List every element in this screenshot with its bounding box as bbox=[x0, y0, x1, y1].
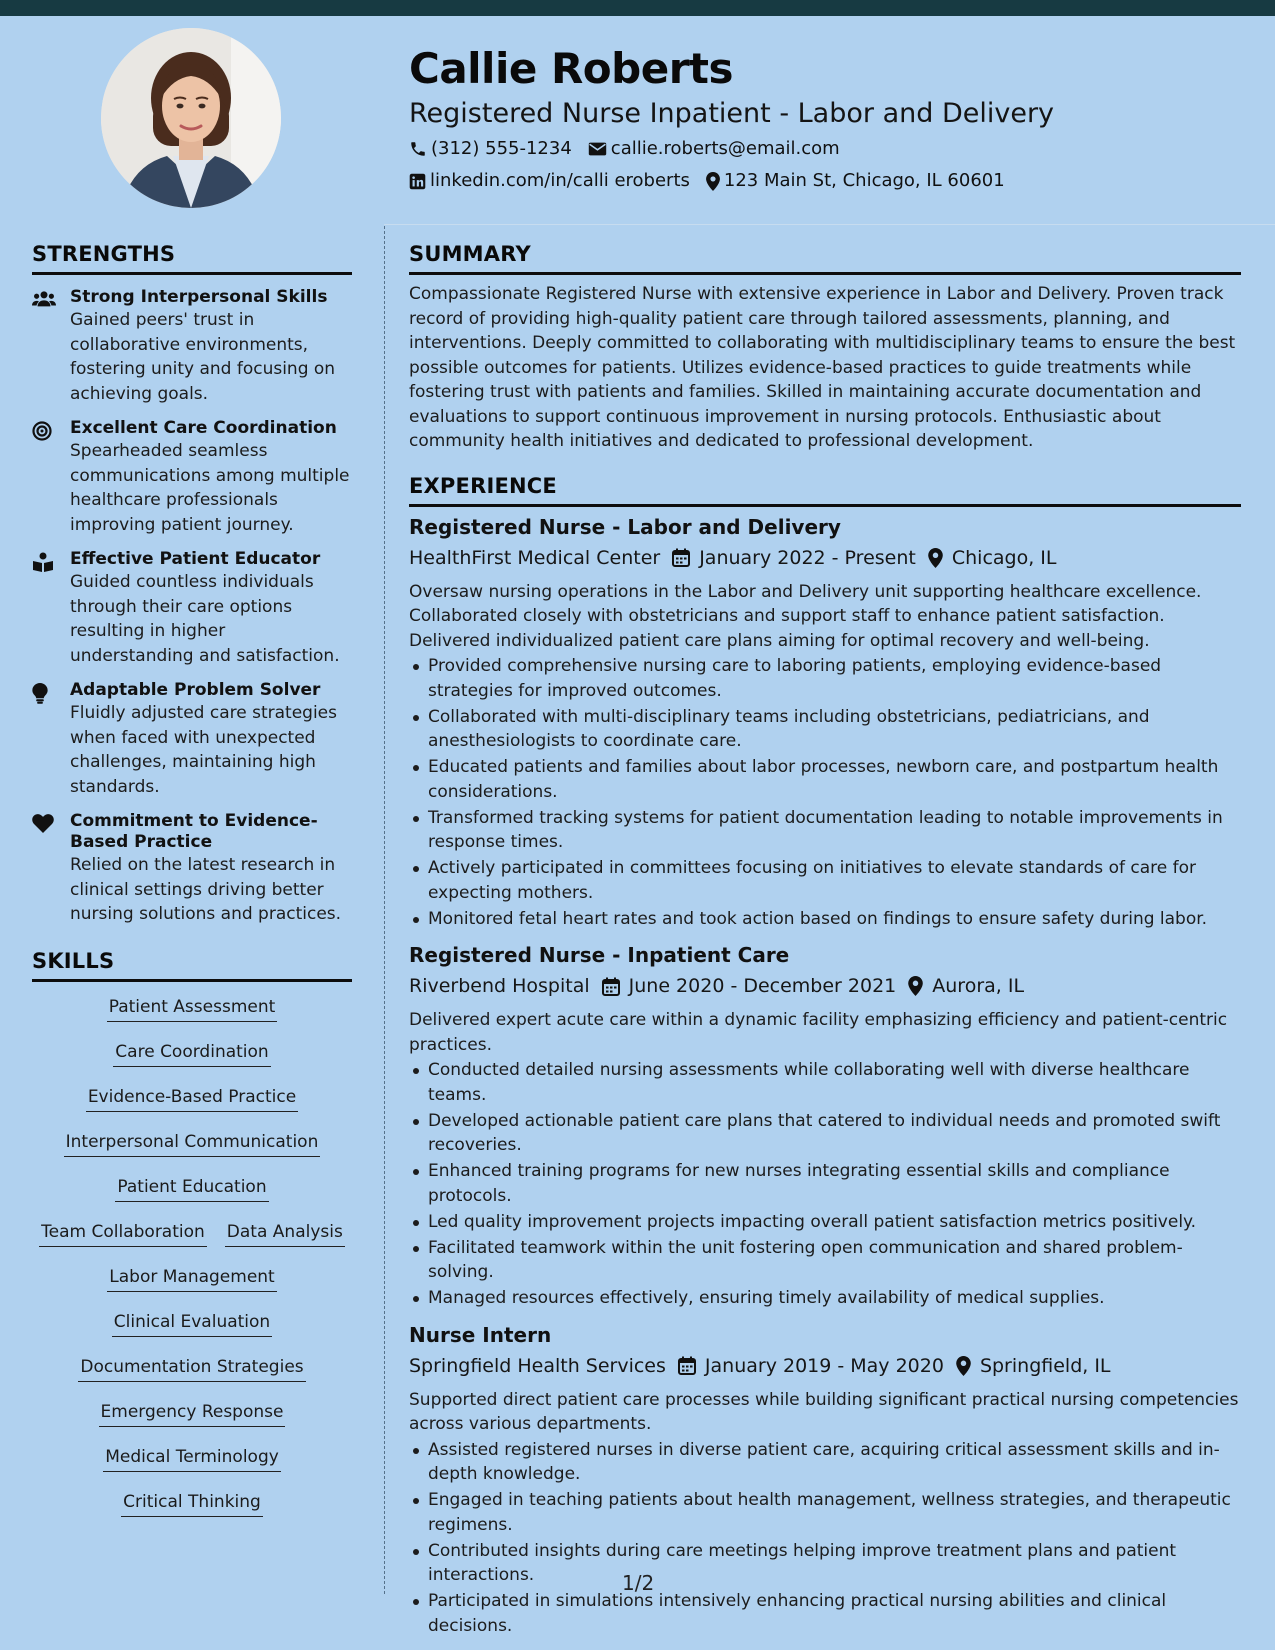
skills-list bbox=[32, 994, 352, 1534]
calendar-icon bbox=[602, 977, 620, 996]
job-bullets bbox=[409, 1058, 1241, 1311]
job-bullets bbox=[409, 654, 1241, 931]
phone-text: (312) 555-1234 bbox=[431, 138, 572, 159]
calendar-icon bbox=[678, 1356, 696, 1375]
strengths-section bbox=[32, 236, 352, 927]
strength-item bbox=[32, 287, 352, 406]
skill-tag: Patient Assessment bbox=[107, 994, 278, 1022]
address-contact bbox=[706, 166, 1005, 196]
job-bullets bbox=[409, 1438, 1241, 1639]
job-location: Aurora, IL bbox=[932, 975, 1025, 997]
strength-item bbox=[32, 680, 352, 799]
list-item: Engaged in teaching patients about health management, wellness strategies, and therapeutic regimens. bbox=[409, 1488, 1241, 1537]
list-item: Facilitated teamwork within the unit fostering open communication and shared problem-solving. bbox=[409, 1236, 1241, 1285]
job-dates-group bbox=[602, 970, 897, 1002]
strength-desc: Guided countless individuals through their care options resulting in higher understanding and satisfaction. bbox=[70, 572, 340, 666]
job-location: Springfield, IL bbox=[979, 1354, 1111, 1377]
list-item: Developed actionable patient care plans that catered to individual needs and promoted swift recoveries. bbox=[409, 1109, 1241, 1158]
summary-text: Compassionate Registered Nurse with extensive experience in Labor and Delivery. Proven track record of providing high-quality patient care through tailored assessments, planning, and interventions. Deeply committed to collaborating with multidisciplinary teams to ensure the best possible outcomes for patients. Utilizes evidence-based practices to guide treatments while fostering trust with patients and families. Skilled in maintaining accurate documentation and evaluations to support continuous improvement in nursing protocols. Enthusiastic about community health initiatives and dedicated to professional development. bbox=[409, 284, 1236, 451]
strength-title: Strong Interpersonal Skills bbox=[70, 287, 328, 307]
job-description: Delivered expert acute care within a dynamic facility emphasizing efficiency and patient-centric practices. bbox=[409, 1010, 1228, 1055]
strength-item bbox=[32, 811, 352, 927]
skill-tag: Clinical Evaluation bbox=[112, 1309, 272, 1337]
job-entry bbox=[409, 1321, 1241, 1639]
job-entry bbox=[409, 513, 1241, 932]
skill-tag: Medical Terminology bbox=[103, 1444, 281, 1472]
section-rule bbox=[32, 979, 352, 982]
contact-row-1 bbox=[409, 134, 1249, 164]
skill-tag: Interpersonal Communication bbox=[64, 1129, 321, 1157]
job-title: Nurse Intern bbox=[409, 1322, 552, 1347]
job-dates-group bbox=[672, 542, 916, 574]
strength-desc: Fluidly adjusted care strategies when faced with unexpected challenges, maintaining high standards. bbox=[70, 703, 337, 797]
job-company: Springfield Health Services bbox=[409, 1354, 666, 1377]
column-divider bbox=[384, 226, 385, 1594]
experience-section bbox=[409, 468, 1241, 1639]
target-icon bbox=[32, 421, 52, 441]
strengths-heading: STRENGTHS bbox=[32, 242, 176, 266]
list-item: Collaborated with multi-disciplinary teams including obstetricians, pediatricians, and anesthesiologists to coordinate care. bbox=[409, 705, 1241, 754]
job-entry bbox=[409, 941, 1241, 1311]
right-column bbox=[409, 236, 1241, 1640]
page-number: 1/2 bbox=[622, 1571, 655, 1595]
strength-desc: Spearheaded seamless communications among multiple healthcare professionals improving patient journey. bbox=[70, 441, 350, 535]
map-pin-icon bbox=[908, 976, 923, 996]
list-item: Transformed tracking systems for patient documentation leading to notable improvements in response times. bbox=[409, 806, 1241, 855]
experience-heading: EXPERIENCE bbox=[409, 473, 557, 498]
skill-tag: Care Coordination bbox=[113, 1039, 270, 1067]
job-meta bbox=[409, 970, 1241, 1002]
list-item: Educated patients and families about labor processes, newborn care, and postpartum health considerations. bbox=[409, 755, 1241, 804]
linkedin-contact[interactable] bbox=[409, 166, 690, 196]
job-dates-group bbox=[678, 1350, 944, 1382]
skills-section bbox=[32, 943, 352, 1534]
job-dates: January 2019 - May 2020 bbox=[704, 1354, 944, 1377]
skill-tag: Patient Education bbox=[115, 1174, 268, 1202]
left-column bbox=[32, 236, 352, 1534]
strength-desc: Gained peers' trust in collaborative environments, fostering unity and focusing on achieving goals. bbox=[70, 310, 336, 404]
strength-item bbox=[32, 418, 352, 537]
skill-tag: Data Analysis bbox=[225, 1219, 345, 1247]
phone-contact[interactable] bbox=[409, 134, 572, 164]
linkedin-text: linkedin.com/in/calli eroberts bbox=[430, 170, 690, 191]
strength-desc: Relied on the latest research in clinical settings driving better nursing solutions and practices. bbox=[70, 855, 342, 924]
envelope-icon bbox=[588, 141, 607, 157]
job-company: HealthFirst Medical Center bbox=[409, 546, 661, 569]
strength-title: Excellent Care Coordination bbox=[70, 418, 337, 438]
job-dates: June 2020 - December 2021 bbox=[628, 975, 897, 997]
header-divider bbox=[384, 224, 1275, 225]
job-meta bbox=[409, 542, 1241, 574]
map-pin-icon bbox=[956, 1356, 971, 1376]
list-item: Led quality improvement projects impacting overall patient satisfaction metrics positively. bbox=[409, 1210, 1241, 1235]
skill-tag: Documentation Strategies bbox=[78, 1354, 305, 1382]
strength-title: Commitment to Evidence-Based Practice bbox=[70, 811, 318, 852]
list-item: Monitored fetal heart rates and took action based on findings to ensure safety during labor. bbox=[409, 907, 1241, 932]
list-item: Participated in simulations intensively enhancing practical nursing abilities and clinical decisions. bbox=[409, 1589, 1241, 1638]
summary-heading: SUMMARY bbox=[409, 242, 531, 266]
reader-icon bbox=[32, 552, 54, 572]
job-description: Oversaw nursing operations in the Labor and Delivery unit supporting healthcare excellence. Collaborated closely with obstetricians and support staff to enhance patient satisfaction. Delivered individualized patient care plans aiming for optimal recovery and well-being. bbox=[409, 581, 1202, 651]
email-text: callie.roberts@email.com bbox=[610, 138, 840, 159]
resume-header bbox=[409, 42, 1249, 196]
skill-tag: Labor Management bbox=[107, 1264, 276, 1292]
map-pin-icon bbox=[928, 548, 943, 568]
section-rule bbox=[409, 272, 1241, 275]
skill-tag: Emergency Response bbox=[99, 1399, 286, 1427]
summary-section bbox=[409, 236, 1241, 454]
email-contact[interactable] bbox=[588, 134, 840, 164]
portrait-illustration bbox=[101, 28, 281, 208]
job-location: Chicago, IL bbox=[951, 546, 1057, 569]
address-text: 123 Main St, Chicago, IL 60601 bbox=[723, 170, 1005, 191]
calendar-icon bbox=[672, 548, 690, 567]
job-description: Supported direct patient care processes while building significant practical nursing competencies across various departments. bbox=[409, 1389, 1239, 1434]
job-dates: January 2022 - Present bbox=[699, 546, 916, 569]
skill-tag: Critical Thinking bbox=[121, 1489, 263, 1517]
job-meta bbox=[409, 1350, 1241, 1382]
lightbulb-icon bbox=[32, 683, 48, 704]
profile-photo bbox=[101, 28, 281, 208]
skill-tag: Evidence-Based Practice bbox=[86, 1084, 298, 1112]
heart-icon bbox=[32, 814, 54, 833]
map-pin-icon bbox=[706, 172, 720, 191]
list-item: Contributed insights during care meetings helping improve treatment plans and patient interactions. bbox=[409, 1539, 1241, 1588]
candidate-name: Callie Roberts bbox=[409, 44, 733, 93]
job-title: Registered Nurse - Inpatient Care bbox=[409, 943, 790, 967]
job-title: Registered Nurse - Labor and Delivery bbox=[409, 514, 841, 539]
users-icon bbox=[32, 290, 56, 308]
section-rule bbox=[409, 504, 1241, 507]
skills-heading: SKILLS bbox=[32, 948, 115, 973]
job-location-group bbox=[956, 1350, 1111, 1382]
list-item: Actively participated in committees focusing on initiatives to elevate standards of care for expecting mothers. bbox=[409, 856, 1241, 905]
list-item: Enhanced training programs for new nurses integrating essential skills and compliance protocols. bbox=[409, 1159, 1241, 1208]
list-item: Assisted registered nurses in diverse patient care, acquiring critical assessment skills and in-depth knowledge. bbox=[409, 1438, 1241, 1487]
strength-title: Adaptable Problem Solver bbox=[70, 680, 321, 700]
job-company: Riverbend Hospital bbox=[409, 975, 590, 997]
list-item: Managed resources effectively, ensuring timely availability of medical supplies. bbox=[409, 1286, 1241, 1311]
strength-item bbox=[32, 549, 352, 668]
top-accent-bar bbox=[0, 0, 1275, 16]
skill-tag: Team Collaboration bbox=[39, 1219, 207, 1247]
candidate-role: Registered Nurse Inpatient - Labor and Delivery bbox=[409, 98, 1055, 129]
linkedin-icon bbox=[409, 173, 426, 190]
phone-icon bbox=[409, 140, 427, 158]
list-item: Provided comprehensive nursing care to laboring patients, employing evidence-based strategies for improved outcomes. bbox=[409, 654, 1241, 703]
job-location-group bbox=[908, 970, 1024, 1002]
section-rule bbox=[32, 272, 352, 275]
list-item: Conducted detailed nursing assessments while collaborating well with diverse healthcare teams. bbox=[409, 1058, 1241, 1107]
strength-title: Effective Patient Educator bbox=[70, 549, 321, 569]
job-location-group bbox=[928, 542, 1057, 574]
contact-row-2 bbox=[409, 166, 1249, 196]
